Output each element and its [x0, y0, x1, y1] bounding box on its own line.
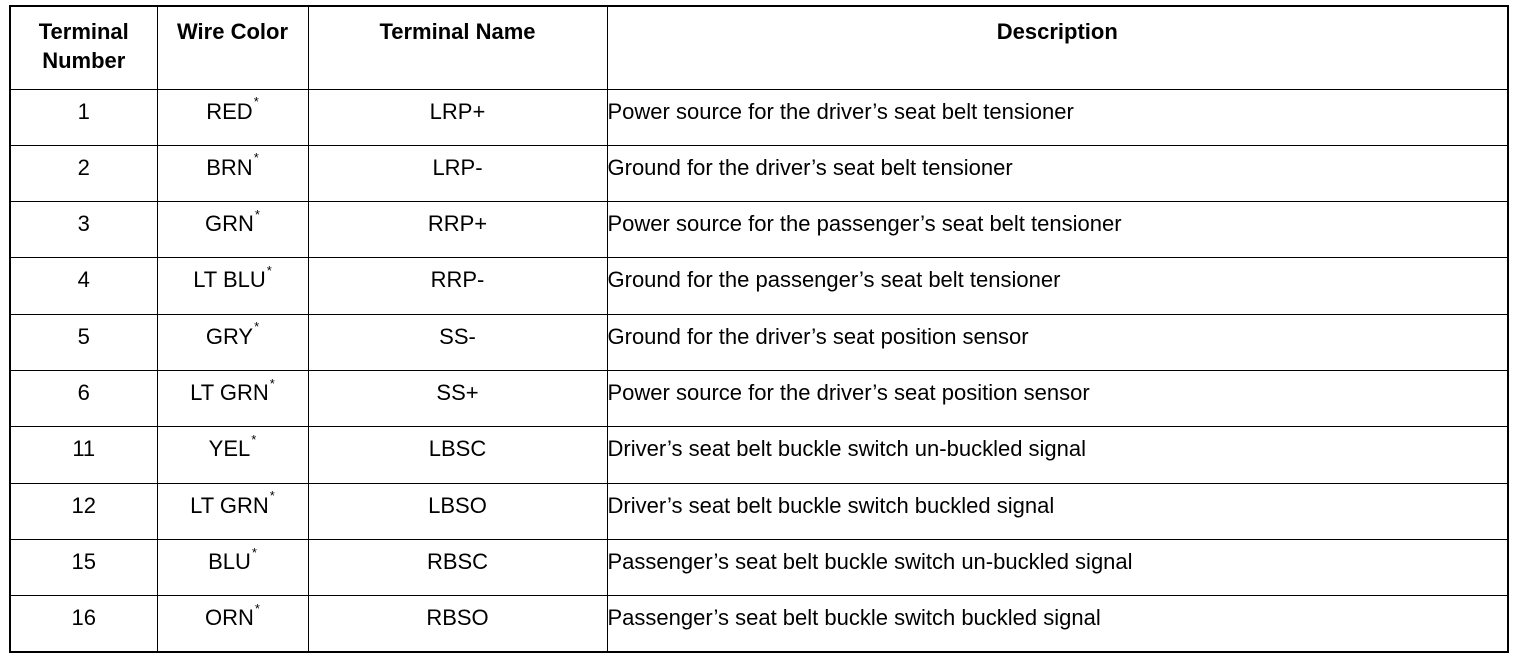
header-terminal-name: Terminal Name — [308, 6, 607, 89]
header-description: Description — [607, 6, 1508, 89]
note-mark: * — [253, 150, 259, 166]
description-cell: Ground for the driver’s seat belt tensioner — [607, 145, 1508, 201]
wire-color-cell — [157, 483, 308, 539]
terminal-number-cell: 11 — [10, 427, 157, 483]
description-cell: Passenger’s seat belt buckle switch buckled signal — [607, 596, 1508, 652]
terminal-name-cell: LRP- — [308, 145, 607, 201]
wire-color-text: BLU — [208, 548, 251, 574]
table-row — [10, 314, 1508, 370]
wire-color-cell — [157, 539, 308, 595]
description-cell: Ground for the passenger’s seat belt tensioner — [607, 258, 1508, 314]
wire-color-cell — [157, 427, 308, 483]
wire-color-text: GRY — [205, 323, 254, 349]
terminal-number-cell: 12 — [10, 483, 157, 539]
description-cell: Driver’s seat belt buckle switch un-buckled signal — [607, 427, 1508, 483]
note-mark: * — [269, 375, 275, 391]
terminal-name-cell: RRP- — [308, 258, 607, 314]
wire-color-cell — [157, 89, 308, 145]
terminal-name-cell: LBSO — [308, 483, 607, 539]
table-body — [10, 89, 1508, 652]
table-row — [10, 483, 1508, 539]
header-terminal-number-line-1: Terminal — [38, 19, 129, 44]
wire-color-cell — [157, 596, 308, 652]
note-mark: * — [251, 544, 257, 560]
note-mark: * — [254, 206, 260, 222]
header-terminal-number-line-2: Number — [42, 48, 126, 73]
header-row — [10, 6, 1508, 89]
wire-color-text: GRN — [205, 211, 254, 237]
wire-color-cell — [157, 145, 308, 201]
note-mark: * — [251, 431, 257, 447]
description-cell: Ground for the driver’s seat position sensor — [607, 314, 1508, 370]
terminal-number-cell: 2 — [10, 145, 157, 201]
wire-color-text: YEL — [208, 436, 251, 462]
terminal-name-cell: SS+ — [308, 370, 607, 426]
wire-color-text: RED — [206, 98, 253, 124]
terminal-name-cell: SS- — [308, 314, 607, 370]
terminal-name-cell: LBSC — [308, 427, 607, 483]
note-mark: * — [253, 94, 259, 110]
wire-color-cell — [157, 370, 308, 426]
terminal-number-cell: 1 — [10, 89, 157, 145]
wire-color-text: LT GRN — [190, 379, 269, 405]
table-row — [10, 596, 1508, 652]
table-row — [10, 427, 1508, 483]
header-terminal-number — [10, 6, 157, 89]
table-row — [10, 145, 1508, 201]
note-mark: * — [266, 263, 272, 279]
description-cell: Power source for the driver’s seat position sensor — [607, 370, 1508, 426]
description-cell: Passenger’s seat belt buckle switch un-buckled signal — [607, 539, 1508, 595]
description-cell: Power source for the driver’s seat belt tensioner — [607, 89, 1508, 145]
terminal-number-cell: 3 — [10, 202, 157, 258]
terminal-name-cell: RBSC — [308, 539, 607, 595]
table-row — [10, 539, 1508, 595]
description-cell: Power source for the passenger’s seat belt tensioner — [607, 202, 1508, 258]
terminal-name-cell: RBSO — [308, 596, 607, 652]
table-row — [10, 202, 1508, 258]
terminal-number-cell: 6 — [10, 370, 157, 426]
table-row — [10, 370, 1508, 426]
terminal-name-cell: LRP+ — [308, 89, 607, 145]
wire-color-cell — [157, 258, 308, 314]
wire-color-cell — [157, 314, 308, 370]
wire-color-text: BRN — [206, 154, 253, 180]
header-wire-color: Wire Color — [157, 6, 308, 89]
note-mark: * — [254, 319, 260, 335]
table-header — [10, 6, 1508, 89]
terminal-number-cell: 4 — [10, 258, 157, 314]
description-cell: Driver’s seat belt buckle switch buckled signal — [607, 483, 1508, 539]
note-mark: * — [269, 488, 275, 504]
terminal-number-cell: 15 — [10, 539, 157, 595]
wire-color-text: ORN — [205, 605, 254, 631]
terminal-name-cell: RRP+ — [308, 202, 607, 258]
terminal-table — [9, 5, 1509, 653]
table-row — [10, 89, 1508, 145]
table-row — [10, 258, 1508, 314]
note-mark: * — [254, 600, 260, 616]
terminal-number-cell: 16 — [10, 596, 157, 652]
wire-color-cell — [157, 202, 308, 258]
wire-color-text: LT GRN — [190, 492, 269, 518]
terminal-number-cell: 5 — [10, 314, 157, 370]
wire-color-text: LT BLU — [193, 267, 266, 293]
